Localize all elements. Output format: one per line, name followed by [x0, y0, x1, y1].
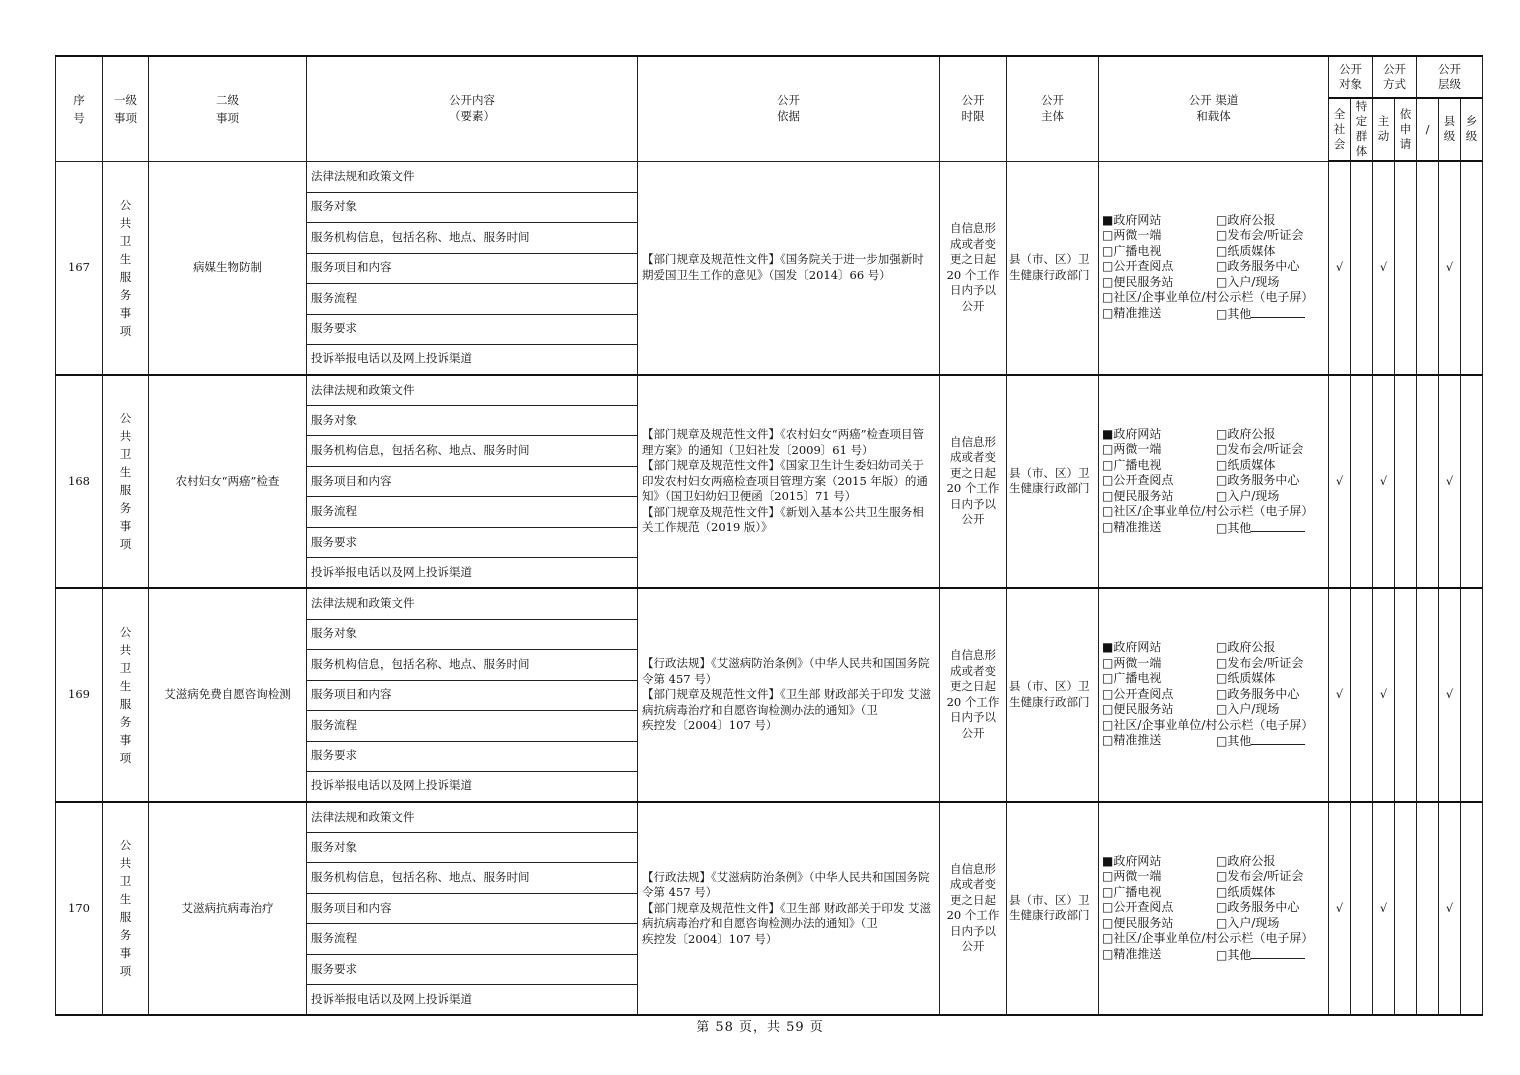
check-county: √ [1439, 802, 1461, 1016]
header-level2: 二级事项 [149, 56, 307, 161]
basis-entry: 【部门规章及规范性文件】《新划入基本公共卫生服务相关工作规范（2019 版）》 [642, 504, 924, 534]
header-object-all: 全社会 [1329, 98, 1351, 161]
content-item: 法律法规和政策文件 [307, 161, 638, 192]
row-level2: 艾滋病抗病毒治疗 [149, 802, 307, 1016]
channel-option: □入户/现场 [1216, 274, 1280, 289]
content-item: 服务要求 [307, 741, 638, 771]
check-specific-group [1351, 161, 1373, 375]
channel-option: □政务服务中心 [1216, 686, 1300, 701]
content-item: 法律法规和政策文件 [307, 588, 638, 619]
header-level1: 一级事项 [103, 56, 149, 161]
channel-option-other: □其他 [1216, 947, 1328, 964]
table-row [56, 588, 1483, 619]
channel-option: □广播电视 [1102, 243, 1162, 258]
row-channel [1099, 802, 1329, 1016]
channel-option: □社区/企事业单位/村公示栏（电子屏） [1102, 717, 1314, 732]
table-row [56, 375, 1483, 406]
header-basis: 公开 依据 [638, 56, 940, 161]
content-item: 服务对象 [307, 833, 638, 863]
content-item: 服务项目和内容 [307, 467, 638, 497]
channel-option: □入户/现场 [1216, 702, 1280, 716]
content-item: 服务项目和内容 [307, 894, 638, 924]
check-county: √ [1439, 375, 1461, 589]
check-town [1461, 375, 1483, 589]
check-all-society: √ [1329, 161, 1351, 375]
content-item: 服务机构信息，包括名称、地点、服务时间 [307, 863, 638, 894]
row-channel [1099, 375, 1329, 589]
row-level1: 公共卫生服务事项 [103, 161, 149, 375]
row-level2: 农村妇女“两癌”检查 [149, 375, 307, 589]
row-seq: 170 [56, 802, 103, 1016]
channel-option: ■政府网站 [1102, 212, 1162, 227]
content-item: 服务项目和内容 [307, 680, 638, 710]
row-channel [1099, 161, 1329, 375]
channel-option: □发布会/听证会 [1216, 228, 1304, 243]
row-seq: 169 [56, 588, 103, 802]
row-basis [638, 588, 940, 802]
basis-entry: 疾控发〔2004〕107 号） [642, 931, 778, 946]
page-number-footer: 第 58 页，共 59 页 [696, 1020, 824, 1035]
header-method-request: 依申请 [1395, 98, 1417, 161]
header-subject: 公开 主体 [1007, 56, 1099, 161]
check-slash [1417, 375, 1439, 589]
row-time-limit: 自信息形成或者变更之日起 20 个工作 日内予以 公开 [940, 802, 1007, 1016]
check-slash [1417, 802, 1439, 1016]
check-specific-group [1351, 375, 1373, 589]
content-item: 投诉举报电话以及网上投诉渠道 [307, 344, 638, 375]
content-item: 服务机构信息，包括名称、地点、服务时间 [307, 436, 638, 467]
content-item: 服务流程 [307, 497, 638, 528]
content-item: 法律法规和政策文件 [307, 375, 638, 406]
check-slash [1417, 161, 1439, 375]
row-level2: 艾滋病免费自愿咨询检测 [149, 588, 307, 802]
channel-option: □政务服务中心 [1216, 259, 1300, 274]
basis-entry: 【行政法规】《艾滋病防治条例》（中华人民共和国国务院令第 457 号） [642, 869, 930, 899]
channel-option: ■政府网站 [1102, 426, 1162, 441]
table-row [56, 161, 1483, 192]
content-item: 服务流程 [307, 924, 638, 955]
row-time-limit: 自信息形成或者变更之日起 20 个工作 日内予以 公开 [940, 588, 1007, 802]
channel-option: □纸质媒体 [1216, 671, 1276, 685]
check-all-society: √ [1329, 588, 1351, 802]
row-subject: 县（市、区）卫 生健康行政部门 [1007, 588, 1099, 802]
channel-option: □公开查阅点 [1102, 259, 1174, 274]
channel-option: □发布会/听证会 [1216, 442, 1304, 456]
header-seq: 序号 [56, 56, 103, 161]
channel-option: □入户/现场 [1216, 915, 1280, 930]
channel-option: □社区/企事业单位/村公示栏（电子屏） [1102, 290, 1314, 305]
check-active: √ [1373, 802, 1395, 1016]
row-basis [638, 802, 940, 1016]
content-item: 服务要求 [307, 314, 638, 344]
channel-option: □广播电视 [1102, 884, 1162, 899]
check-request [1395, 161, 1417, 375]
basis-entry: 【部门规章及规范性文件】《农村妇女“两癌”检查项目管理方案》的通知（卫妇社发〔2009〕61 号） [642, 427, 925, 457]
check-specific-group [1351, 802, 1373, 1016]
channel-option: □两微一端 [1102, 442, 1162, 456]
basis-entry: 【部门规章及规范性文件】《国家卫生计生委妇幼司关于印发农村妇女两癌检查项目管理方案（2015 年版）的通知》（国卫妇幼妇卫便函〔2015〕71 号） [642, 458, 928, 503]
channel-option: □政务服务中心 [1216, 900, 1300, 914]
content-item: 服务对象 [307, 619, 638, 649]
basis-entry: 【行政法规】《艾滋病防治条例》（中华人民共和国国务院令第 457 号） [642, 656, 930, 686]
check-all-society: √ [1329, 375, 1351, 589]
channel-option: □公开查阅点 [1102, 900, 1174, 914]
row-subject: 县（市、区）卫 生健康行政部门 [1007, 161, 1099, 375]
row-time-limit: 自信息形成或者变更之日起 20 个工作 日内予以 公开 [940, 161, 1007, 375]
row-channel [1099, 588, 1329, 802]
check-active: √ [1373, 375, 1395, 589]
check-all-society: √ [1329, 802, 1351, 1016]
channel-options [1102, 854, 1328, 964]
channel-option: □公开查阅点 [1102, 473, 1174, 487]
check-town [1461, 588, 1483, 802]
channel-option: □两微一端 [1102, 869, 1162, 883]
channel-option: □纸质媒体 [1216, 457, 1276, 472]
content-item: 服务要求 [307, 528, 638, 558]
channel-option: □发布会/听证会 [1216, 869, 1304, 883]
content-item: 服务项目和内容 [307, 253, 638, 283]
disclosure-table [55, 55, 1483, 1016]
channel-options [1102, 640, 1328, 750]
header-method-group: 公开 方式 [1373, 56, 1417, 98]
row-level1: 公共卫生服务事项 [103, 802, 149, 1016]
content-item: 服务要求 [307, 955, 638, 985]
channel-option: □广播电视 [1102, 671, 1162, 685]
channel-option: □便民服务站 [1102, 702, 1174, 716]
header-time-limit: 公开 时限 [940, 56, 1007, 161]
content-item: 服务对象 [307, 192, 638, 222]
header-object-group: 公开 对象 [1329, 56, 1373, 98]
row-seq: 167 [56, 161, 103, 375]
content-item: 服务机构信息，包括名称、地点、服务时间 [307, 222, 638, 253]
row-level1: 公共卫生服务事项 [103, 588, 149, 802]
basis-entry: 【部门规章及规范性文件】《国务院关于进一步加强新时期爱国卫生工作的意见》（国发〔2014〕66 号） [642, 252, 924, 282]
channel-option: □政府公报 [1216, 640, 1276, 654]
row-basis [638, 161, 940, 375]
row-seq: 168 [56, 375, 103, 589]
channel-option: □两微一端 [1102, 228, 1162, 243]
table-body [56, 161, 1483, 1015]
channel-option: □社区/企事业单位/村公示栏（电子屏） [1102, 504, 1314, 518]
channel-option: □精准推送 [1102, 305, 1162, 320]
header-method-active: 主动 [1373, 98, 1395, 161]
channel-option: □便民服务站 [1102, 915, 1174, 930]
check-request [1395, 588, 1417, 802]
row-basis [638, 375, 940, 589]
header-level-county: 县级 [1439, 98, 1461, 161]
check-active: √ [1373, 161, 1395, 375]
row-level1: 公共卫生服务事项 [103, 375, 149, 589]
channel-option: ■政府网站 [1102, 853, 1162, 868]
content-item: 服务机构信息，包括名称、地点、服务时间 [307, 649, 638, 680]
channel-option: ■政府网站 [1102, 640, 1162, 654]
channel-option: □广播电视 [1102, 457, 1162, 472]
channel-option: □公开查阅点 [1102, 686, 1174, 701]
header-content: 公开内容 （要素） [307, 56, 638, 161]
channel-option: □发布会/听证会 [1216, 655, 1304, 670]
row-subject: 县（市、区）卫 生健康行政部门 [1007, 802, 1099, 1016]
channel-option: □政府公报 [1216, 426, 1276, 441]
channel-option: □两微一端 [1102, 655, 1162, 670]
channel-options [1102, 427, 1328, 537]
content-item: 投诉举报电话以及网上投诉渠道 [307, 558, 638, 589]
check-request [1395, 375, 1417, 589]
basis-entry: 疾控发〔2004〕107 号） [642, 718, 778, 732]
channel-option-other: □其他 [1216, 306, 1328, 323]
channel-options [1102, 213, 1328, 323]
basis-entry: 【部门规章及规范性文件】《卫生部 财政部关于印发 艾滋病抗病毒治疗和自愿咨询检测办法的通知》（卫 [642, 687, 932, 717]
channel-option-other: □其他 [1216, 733, 1328, 750]
channel-option: □入户/现场 [1216, 488, 1280, 503]
check-slash [1417, 588, 1439, 802]
check-town [1461, 161, 1483, 375]
channel-option: □纸质媒体 [1216, 884, 1276, 899]
channel-option: □精准推送 [1102, 733, 1162, 747]
row-time-limit: 自信息形成或者变更之日起 20 个工作 日内予以 公开 [940, 375, 1007, 589]
channel-option: □政务服务中心 [1216, 473, 1300, 487]
check-active: √ [1373, 588, 1395, 802]
row-level2: 病媒生物防制 [149, 161, 307, 375]
content-item: 投诉举报电话以及网上投诉渠道 [307, 771, 638, 802]
channel-option: □政府公报 [1216, 212, 1276, 227]
header-level-town: 乡级 [1461, 98, 1483, 161]
channel-option-other: □其他 [1216, 520, 1328, 537]
header-method-slash: / [1417, 98, 1439, 161]
content-item: 法律法规和政策文件 [307, 802, 638, 833]
channel-option: □精准推送 [1102, 946, 1162, 961]
check-request [1395, 802, 1417, 1016]
channel-option: □便民服务站 [1102, 274, 1174, 289]
table-row [56, 802, 1483, 833]
channel-option: □便民服务站 [1102, 488, 1174, 503]
row-subject: 县（市、区）卫 生健康行政部门 [1007, 375, 1099, 589]
header-channel: 公开 渠道 和载体 [1099, 56, 1329, 161]
content-item: 服务流程 [307, 710, 638, 741]
check-county: √ [1439, 588, 1461, 802]
content-item: 服务对象 [307, 406, 638, 436]
channel-option: □精准推送 [1102, 519, 1162, 534]
check-specific-group [1351, 588, 1373, 802]
header-level-group: 公开 层级 [1417, 56, 1483, 98]
content-item: 服务流程 [307, 283, 638, 314]
channel-option: □社区/企事业单位/村公示栏（电子屏） [1102, 931, 1314, 945]
header-object-specific: 特定群体 [1351, 98, 1373, 161]
channel-option: □政府公报 [1216, 853, 1276, 868]
check-town [1461, 802, 1483, 1016]
basis-entry: 【部门规章及规范性文件】《卫生部 财政部关于印发 艾滋病抗病毒治疗和自愿咨询检测办法的通知》（卫 [642, 900, 932, 930]
channel-option: □纸质媒体 [1216, 243, 1276, 258]
check-county: √ [1439, 161, 1461, 375]
content-item: 投诉举报电话以及网上投诉渠道 [307, 985, 638, 1016]
